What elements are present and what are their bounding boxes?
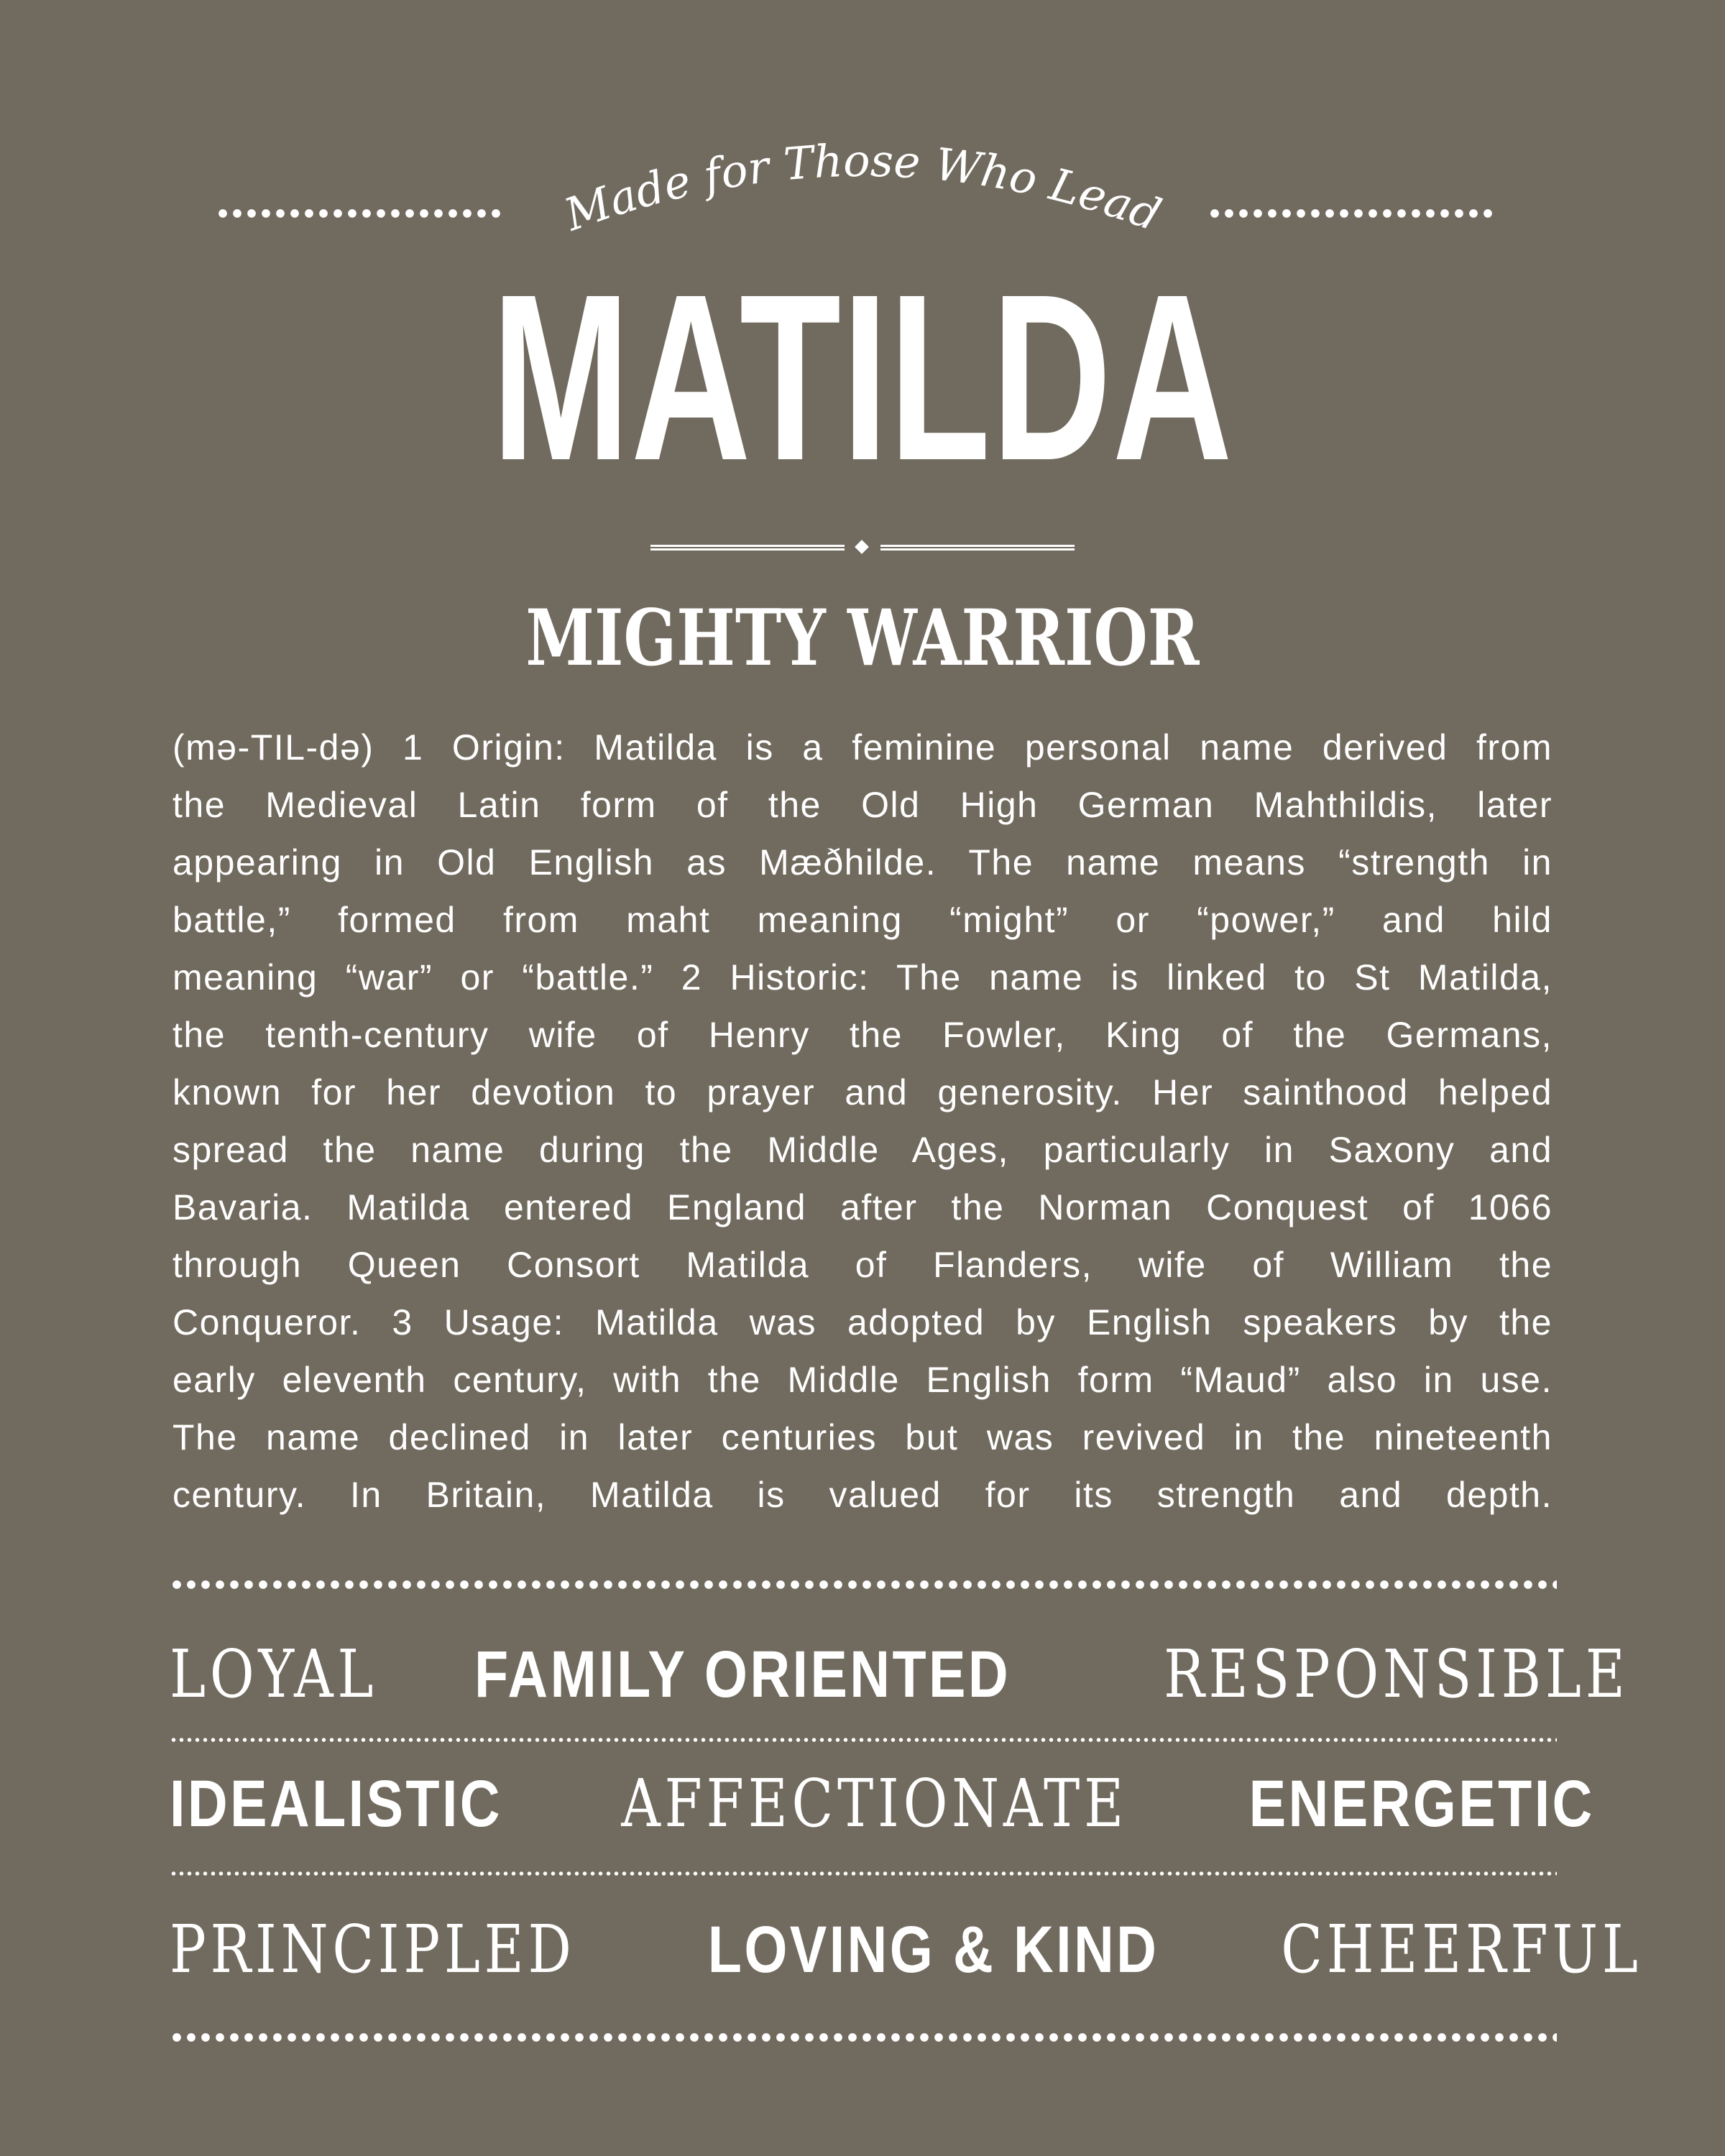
description-line: appearing in Old English as Mæðhilde. The name means “strength in [172, 842, 1552, 883]
description-line: the tenth-century wife of Henry the Fowler, King of the Germans, [172, 1015, 1552, 1055]
tagline-textpath: Made for Those Who Lead [558, 134, 1168, 241]
trait-row-2 [170, 1761, 1596, 1847]
divider-line-left [650, 545, 845, 550]
trait-cheerful: CHEERFUL [1281, 1911, 1642, 1988]
trait-idealistic: IDEALISTIC [170, 1767, 502, 1841]
fine-dotted-rule-1 [170, 1738, 1557, 1742]
dotted-rule-top [170, 1580, 1557, 1590]
name-meaning: MIGHTY WARRIOR [525, 593, 1200, 683]
diamond-icon [855, 540, 869, 554]
description-line: Conqueror. 3 Usage: Matilda was adopted by English speakers by the [172, 1302, 1552, 1342]
description-line: The name declined in later centuries but was revived in the nineteenth [172, 1417, 1552, 1457]
trait-loving-kind: LOVING & KIND [707, 1913, 1159, 1986]
dotted-rule-left [216, 208, 503, 218]
dotted-rule-bottom [170, 2032, 1557, 2042]
dotted-rule-right [1208, 208, 1495, 218]
trait-responsible: RESPONSIBLE [1163, 1636, 1629, 1713]
divider-ornament [650, 540, 1075, 559]
description-line: early eleventh century, with the Middle English form “Maud” also in use. [172, 1360, 1552, 1400]
description-line: the Medieval Latin form of the Old High German Mahthildis, later [172, 785, 1552, 825]
description [172, 719, 1552, 1524]
trait-loyal: LOYAL [170, 1636, 378, 1713]
name-title: MATILDA [492, 244, 1233, 510]
description-line: battle,” formed from maht meaning “might” or “power,” and hild [172, 900, 1552, 940]
description-line: (mə-TIL-də) 1 Origin: Matilda is a feminine personal name derived from [172, 727, 1552, 768]
trait-row-1 [170, 1631, 1629, 1718]
description-line: meaning “war” or “battle.” 2 Historic: The name is linked to St Matilda, [172, 957, 1552, 998]
tagline-text [557, 134, 1167, 241]
fine-dotted-rule-2 [170, 1871, 1557, 1876]
tagline-row [0, 129, 1725, 244]
description-line: known for her devotion to prayer and generosity. Her sainthood helped [172, 1072, 1552, 1112]
trait-affectionate: AFFECTIONATE [621, 1765, 1128, 1842]
trait-principled: PRINCIPLED [170, 1911, 576, 1988]
divider-line-right [880, 545, 1075, 550]
description-line: spread the name during the Middle Ages, particularly in Saxony and [172, 1130, 1552, 1170]
trait-family-oriented: FAMILY ORIENTED [474, 1638, 1011, 1711]
description-line: through Queen Consort Matilda of Flanders, wife of William the [172, 1245, 1552, 1285]
description-line: century. In Britain, Matilda is valued for its strength and depth. [172, 1475, 1552, 1515]
description-line: Bavaria. Matilda entered England after the Norman Conquest of 1066 [172, 1187, 1552, 1227]
tagline-arc [546, 129, 1179, 244]
trait-row-3 [170, 1907, 1642, 1993]
trait-energetic: ENERGETIC [1248, 1767, 1596, 1841]
